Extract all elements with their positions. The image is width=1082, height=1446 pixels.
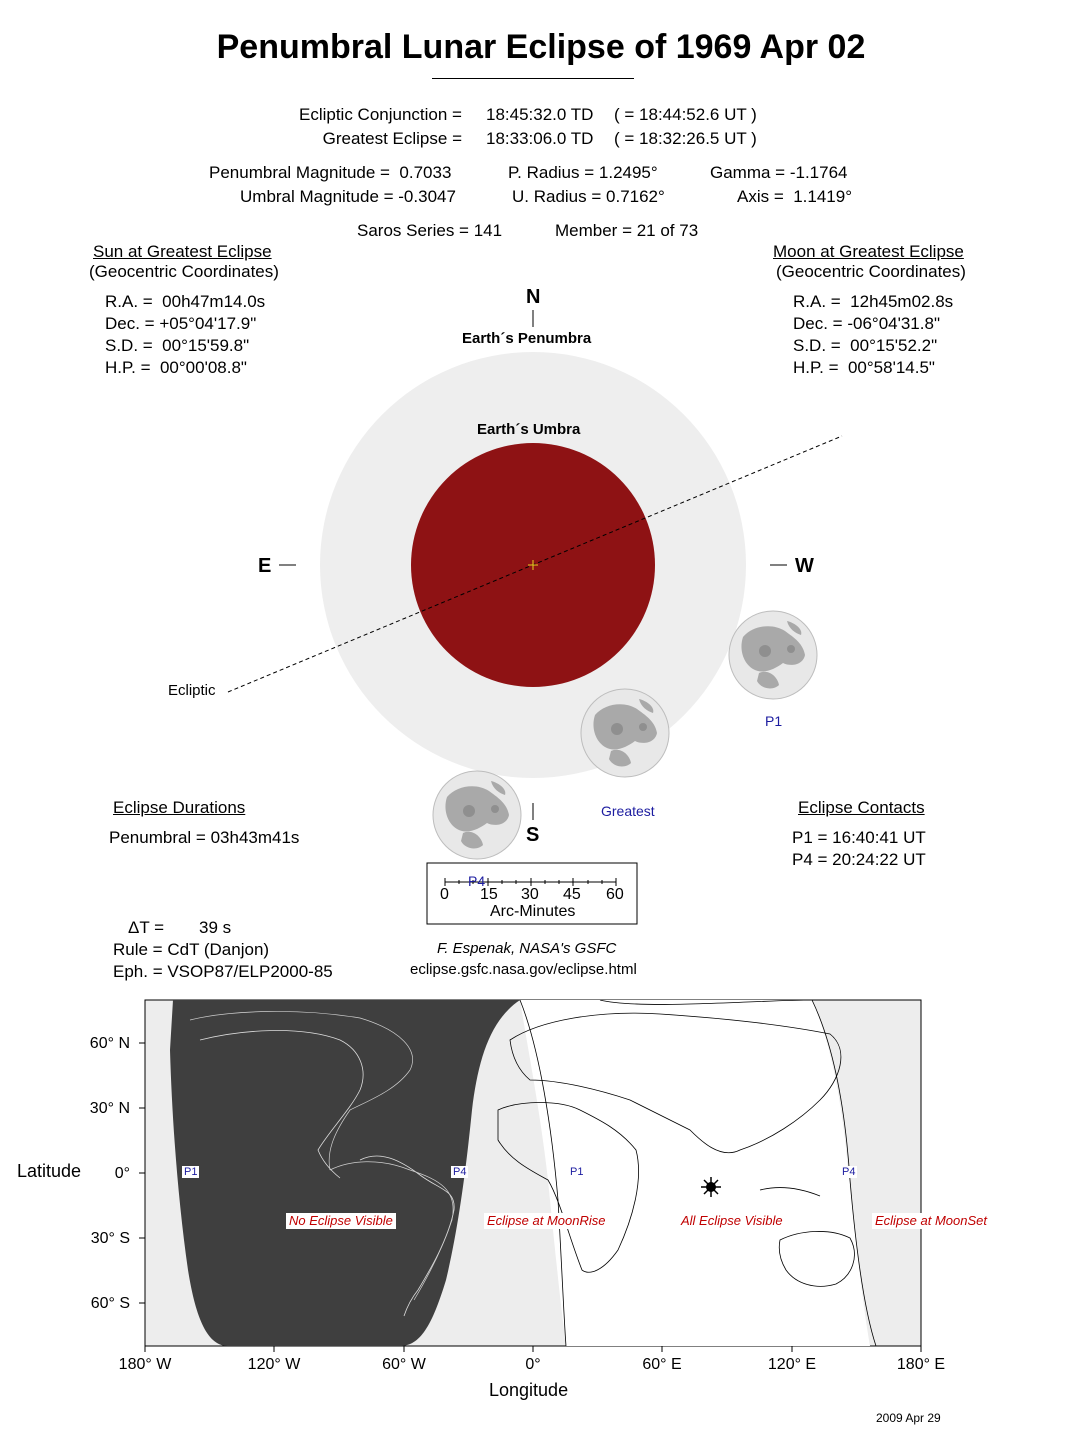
- saros-series: Saros Series = 141: [357, 221, 503, 240]
- north-label: N: [526, 286, 541, 308]
- map-lon-ticks: [145, 1346, 921, 1352]
- page-title: Penumbral Lunar Eclipse of 1969 Apr 02: [216, 28, 866, 66]
- contact-p1: P1 = 16:40:41 UT: [792, 828, 926, 847]
- scale-tick-30: 30: [521, 886, 539, 903]
- ephemeris-text: Eph. = VSOP87/ELP2000-85: [113, 962, 333, 981]
- greatest-eclipse-td: 18:33:06.0 TD: [486, 129, 594, 148]
- penumbral-magnitude: Penumbral Magnitude = 0.7033: [209, 163, 452, 182]
- scale-tick-15: 15: [480, 886, 498, 903]
- scale-tick-60: 60: [606, 886, 624, 903]
- delta-t-value: 39 s: [199, 918, 232, 937]
- axis: Axis = 1.1419°: [737, 187, 853, 206]
- scale-tick-0: 0: [440, 886, 449, 903]
- map-p4-east: P4: [842, 1166, 856, 1178]
- lon-180w: 180° W: [118, 1356, 172, 1373]
- moon-dec: Dec. = -06°04'31.8": [793, 314, 940, 333]
- credit-url: eclipse.gsfc.nasa.gov/eclipse.html: [410, 961, 637, 978]
- sun-subheading: (Geocentric Coordinates): [89, 262, 279, 281]
- contact-p4: P4 = 20:24:22 UT: [792, 850, 926, 869]
- credit-author: F. Espenak, NASA's GSFC: [437, 940, 617, 957]
- latitude-axis-label: Latitude: [17, 1161, 82, 1181]
- west-label: W: [795, 555, 814, 577]
- sun-sd: S.D. = 00°15'59.8": [105, 336, 250, 355]
- penumbra-label: Earth´s Penumbra: [462, 330, 592, 347]
- greatest-eclipse-label: Greatest Eclipse =: [322, 129, 462, 148]
- longitude-axis-label: Longitude: [489, 1380, 569, 1400]
- lon-120w: 120° W: [247, 1356, 301, 1373]
- ecliptic-label: Ecliptic: [168, 682, 216, 699]
- moon-sd: S.D. = 00°15'52.2": [793, 336, 938, 355]
- sun-heading: Sun at Greatest Eclipse: [93, 242, 272, 261]
- greatest-moon-label: Greatest: [601, 803, 655, 819]
- scale-caption: Arc-Minutes: [490, 903, 576, 920]
- region-no-eclipse-label: No Eclipse Visible: [286, 1213, 396, 1229]
- contacts-heading: Eclipse Contacts: [798, 798, 925, 817]
- footer-date: 2009 Apr 29: [876, 1411, 941, 1425]
- lon-60w: 60° W: [382, 1356, 426, 1373]
- greatest-eclipse-star: [701, 1177, 721, 1197]
- p1-moon-label: P1: [765, 713, 783, 729]
- lat-0: 0°: [114, 1165, 130, 1182]
- penumbral-duration: Penumbral = 03h43m41s: [109, 828, 300, 847]
- moon-subheading: (Geocentric Coordinates): [776, 262, 966, 281]
- moon-ra: R.A. = 12h45m02.8s: [793, 292, 954, 311]
- lon-120e: 120° E: [767, 1356, 817, 1373]
- region-moonset-label: Eclipse at MoonSet: [872, 1213, 990, 1229]
- scale-tick-45: 45: [563, 886, 581, 903]
- conjunction-label: Ecliptic Conjunction =: [298, 105, 462, 124]
- sun-hp: H.P. = 00°00'08.8": [105, 358, 247, 377]
- lon-60e: 60° E: [642, 1356, 682, 1373]
- umbral-magnitude: Umbral Magnitude = -0.3047: [240, 187, 456, 206]
- map-p1-east: P1: [570, 1166, 584, 1178]
- lon-0: 0°: [525, 1356, 541, 1373]
- south-label: S: [526, 824, 540, 846]
- sun-ra: R.A. = 00h47m14.0s: [105, 292, 266, 311]
- map-lat-ticks: [139, 1043, 145, 1303]
- durations-heading: Eclipse Durations: [113, 798, 246, 817]
- east-label: E: [258, 555, 272, 577]
- moon-heading: Moon at Greatest Eclipse: [773, 242, 964, 261]
- map-p1-west: P1: [184, 1166, 198, 1178]
- region-moonrise-label: Eclipse at MoonRise: [484, 1213, 609, 1229]
- region-all-visible-label: All Eclipse Visible: [678, 1213, 786, 1229]
- sun-dec: Dec. = +05°04'17.9": [105, 314, 257, 333]
- lat-60n: 60° N: [89, 1035, 130, 1052]
- scale-p4-label: P4: [468, 873, 486, 889]
- lon-180e: 180° E: [896, 1356, 946, 1373]
- umbra-label: Earth´s Umbra: [477, 421, 581, 438]
- greatest-eclipse-ut: ( = 18:32:26.5 UT ): [614, 129, 757, 148]
- lat-30s: 30° S: [90, 1230, 130, 1247]
- conjunction-ut: ( = 18:44:52.6 UT ): [614, 105, 757, 124]
- conjunction-td: 18:45:32.0 TD: [486, 105, 594, 124]
- map-p4-west: P4: [453, 1166, 467, 1178]
- lat-30n: 30° N: [89, 1100, 130, 1117]
- rule-text: Rule = CdT (Danjon): [113, 940, 270, 959]
- penumbral-radius: P. Radius = 1.2495°: [508, 163, 658, 182]
- lat-60s: 60° S: [90, 1295, 130, 1312]
- umbral-radius: U. Radius = 0.7162°: [512, 187, 665, 206]
- saros-member: Member = 21 of 73: [555, 221, 699, 240]
- delta-t-label: ΔT =: [128, 918, 165, 937]
- moon-hp: H.P. = 00°58'14.5": [793, 358, 935, 377]
- gamma: Gamma = -1.1764: [710, 163, 848, 182]
